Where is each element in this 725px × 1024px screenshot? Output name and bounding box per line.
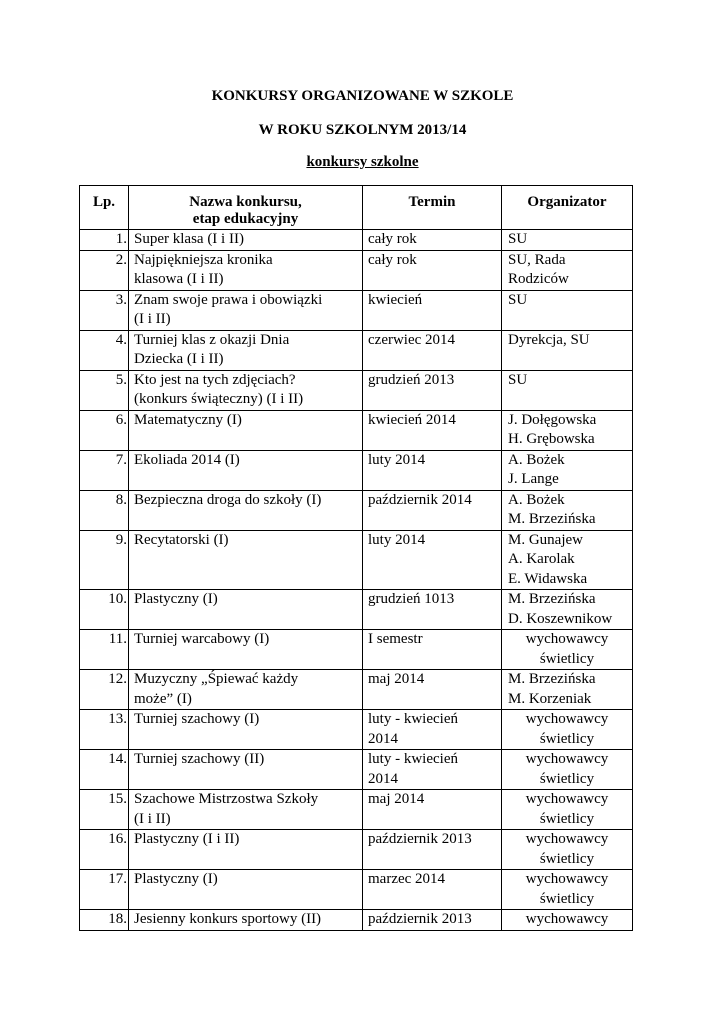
table-row: [80, 830, 633, 870]
competition-term: maj 2014: [363, 790, 502, 830]
competition-name: Plastyczny (I): [129, 870, 363, 910]
competition-term: czerwiec 2014: [363, 330, 502, 370]
table-row: [80, 870, 633, 910]
competition-name: Ekoliada 2014 (I): [129, 450, 363, 490]
table-row: [80, 250, 633, 290]
row-number: 6.: [80, 410, 129, 450]
competition-organizer: A. Bożek M. Brzezińska: [502, 490, 633, 530]
row-number: 4.: [80, 330, 129, 370]
competition-name: Szachowe Mistrzostwa Szkoły (I i II): [129, 790, 363, 830]
competition-term: luty 2014: [363, 450, 502, 490]
header-name: Nazwa konkursu, etap edukacyjny: [129, 186, 363, 230]
table-row: [80, 290, 633, 330]
competition-organizer: wychowawcy świetlicy: [502, 870, 633, 910]
row-number: 11.: [80, 630, 129, 670]
table-row: [80, 790, 633, 830]
header-term: Termin: [363, 186, 502, 230]
competitions-table: [79, 185, 633, 931]
competition-name: Kto jest na tych zdjęciach? (konkurs świąteczny) (I i II): [129, 370, 363, 410]
table-row: [80, 370, 633, 410]
competition-term: cały rok: [363, 250, 502, 290]
competition-organizer: wychowawcy świetlicy: [502, 710, 633, 750]
table-row: [80, 590, 633, 630]
competition-organizer: SU, Rada Rodziców: [502, 250, 633, 290]
competition-term: marzec 2014: [363, 870, 502, 910]
competition-name: Turniej szachowy (II): [129, 750, 363, 790]
competition-organizer: A. Bożek J. Lange: [502, 450, 633, 490]
table-row: [80, 530, 633, 590]
competition-organizer: wychowawcy świetlicy: [502, 630, 633, 670]
competition-name: Matematyczny (I): [129, 410, 363, 450]
table-header-row: [80, 186, 633, 230]
header-organizer: Organizator: [502, 186, 633, 230]
competition-organizer: J. Dołęgowska H. Grębowska: [502, 410, 633, 450]
table-row: [80, 670, 633, 710]
competition-term: grudzień 2013: [363, 370, 502, 410]
competition-name: Najpiękniejsza kronika klasowa (I i II): [129, 250, 363, 290]
competition-term: kwiecień 2014: [363, 410, 502, 450]
competition-name: Plastyczny (I i II): [129, 830, 363, 870]
document-subtitle: konkursy szkolne: [306, 154, 419, 170]
row-number: 16.: [80, 830, 129, 870]
table-row: [80, 410, 633, 450]
table-row: [80, 330, 633, 370]
competition-organizer: wychowawcy świetlicy: [502, 790, 633, 830]
row-number: 10.: [80, 590, 129, 630]
competition-term: grudzień 1013: [363, 590, 502, 630]
competition-name: Recytatorski (I): [129, 530, 363, 590]
competition-organizer: SU: [502, 230, 633, 251]
row-number: 12.: [80, 670, 129, 710]
table-row: [80, 230, 633, 251]
competition-term: luty - kwiecień 2014: [363, 710, 502, 750]
competition-term: październik 2014: [363, 490, 502, 530]
competition-term: luty 2014: [363, 530, 502, 590]
competition-organizer: wychowawcy świetlicy: [502, 830, 633, 870]
row-number: 15.: [80, 790, 129, 830]
header-lp: Lp.: [80, 186, 129, 230]
competition-name: Jesienny konkurs sportowy (II): [129, 910, 363, 931]
competition-organizer: M. Brzezińska D. Koszewnikow: [502, 590, 633, 630]
competition-term: luty - kwiecień 2014: [363, 750, 502, 790]
competition-term: październik 2013: [363, 910, 502, 931]
competition-organizer: wychowawcy świetlicy: [502, 750, 633, 790]
document-title-year: W ROKU SZKOLNYM 2013/14: [258, 122, 467, 138]
competition-term: I semestr: [363, 630, 502, 670]
row-number: 9.: [80, 530, 129, 590]
competition-name: Muzyczny „Śpiewać każdy może” (I): [129, 670, 363, 710]
document-title: KONKURSY ORGANIZOWANE W SZKOLE: [211, 88, 514, 104]
table-row: [80, 450, 633, 490]
row-number: 13.: [80, 710, 129, 750]
competition-term: maj 2014: [363, 670, 502, 710]
competition-organizer: SU: [502, 290, 633, 330]
row-number: 18.: [80, 910, 129, 931]
competition-name: Znam swoje prawa i obowiązki (I i II): [129, 290, 363, 330]
row-number: 17.: [80, 870, 129, 910]
competition-name: Super klasa (I i II): [129, 230, 363, 251]
competition-organizer: M. Brzezińska M. Korzeniak: [502, 670, 633, 710]
competition-name: Turniej szachowy (I): [129, 710, 363, 750]
row-number: 7.: [80, 450, 129, 490]
competition-name: Turniej klas z okazji Dnia Dziecka (I i II): [129, 330, 363, 370]
table-row: [80, 710, 633, 750]
competition-name: Plastyczny (I): [129, 590, 363, 630]
competition-term: październik 2013: [363, 830, 502, 870]
competition-organizer: SU: [502, 370, 633, 410]
competition-organizer: wychowawcy: [502, 910, 633, 931]
row-number: 2.: [80, 250, 129, 290]
row-number: 3.: [80, 290, 129, 330]
row-number: 5.: [80, 370, 129, 410]
table-row: [80, 630, 633, 670]
row-number: 1.: [80, 230, 129, 251]
table-row: [80, 490, 633, 530]
competition-term: kwiecień: [363, 290, 502, 330]
competition-organizer: Dyrekcja, SU: [502, 330, 633, 370]
table-row: [80, 910, 633, 931]
competition-name: Turniej warcabowy (I): [129, 630, 363, 670]
row-number: 14.: [80, 750, 129, 790]
row-number: 8.: [80, 490, 129, 530]
table-row: [80, 750, 633, 790]
competition-name: Bezpieczna droga do szkoły (I): [129, 490, 363, 530]
competition-term: cały rok: [363, 230, 502, 251]
competition-organizer: M. Gunajew A. Karolak E. Widawska: [502, 530, 633, 590]
